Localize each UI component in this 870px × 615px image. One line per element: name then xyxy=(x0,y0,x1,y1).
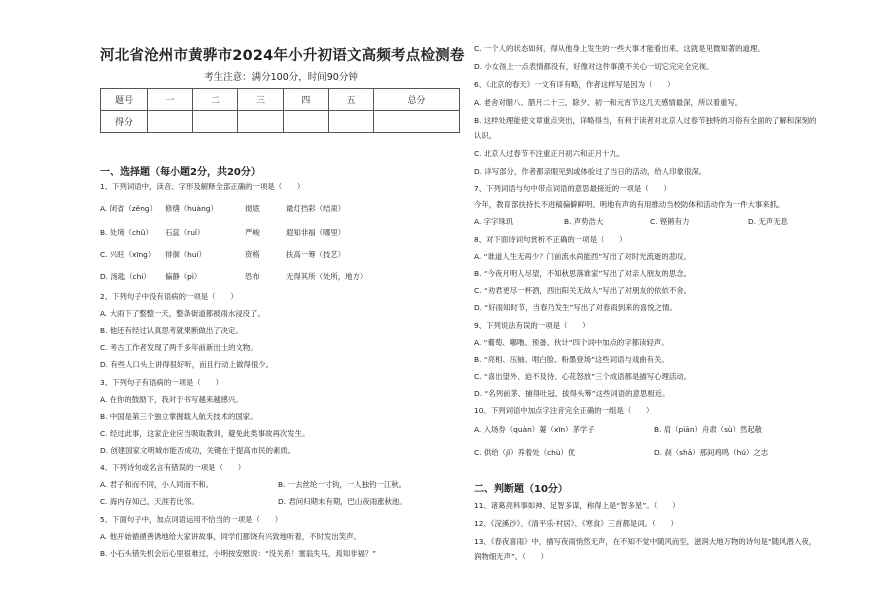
score-cell: 五 xyxy=(328,89,373,111)
question-7-options xyxy=(474,217,788,227)
option-text: 遐知非福（哪里） xyxy=(286,228,346,237)
question-13-cont: 润物细无声”。（ ） xyxy=(474,552,549,561)
question-10: 10、下列词语中加点字注音完全正确的一组是（ ） xyxy=(474,406,654,415)
question-3-option-b: B. 中国是第三个独立掌握载人航天技术的国家。 xyxy=(100,412,258,421)
section-heading-choice: 一、选择题（每小题2分，共20分） xyxy=(100,167,261,178)
page-title: 河北省沧州市黄骅市2024年小升初语文高频考点检测卷 xyxy=(100,48,465,64)
question-1: 1、下列词语中，读音、字形及解释全部正确的一项是（ ） xyxy=(100,182,305,191)
question-6-option-b-cont: 认识。 xyxy=(474,131,497,140)
option-text: 修缮（huàng） xyxy=(165,204,218,213)
option-text: 扶高一筹（技艺） xyxy=(286,250,346,259)
option-text: 偏静（pì） xyxy=(165,272,202,281)
option-text: 资格 xyxy=(245,250,260,259)
question-5: 5、下面句子中，加点词语运用不恰当的一项是（ ） xyxy=(100,515,283,524)
question-6-option-c: C. 北京人过春节不注重正月初六和正月十九。 xyxy=(474,149,625,158)
question-11: 11、诸葛亮料事如神、足智多谋，称得上是“智多星”。（ ） xyxy=(474,501,680,510)
question-4-options-cd xyxy=(100,497,407,507)
option-text: 彻底 xyxy=(245,204,260,213)
option-text: D. 刹（shā）那间鸡鸣（hú）之志 xyxy=(654,448,769,457)
score-cell: 题号 xyxy=(101,89,148,111)
question-6: 6、《北京的春天》一文有详有略，作者这样写是因为（ ） xyxy=(474,80,675,89)
score-input-cell[interactable] xyxy=(283,111,328,133)
score-table xyxy=(100,88,460,133)
option-text: D. 无声无息 xyxy=(748,217,788,226)
question-12: 12、《浣溪沙》、《清平乐·村居》、《寒食》三首都是词。（ ） xyxy=(474,519,678,528)
question-1-option-a xyxy=(100,204,345,214)
question-9: 9、下列说法有误的一项是（ ） xyxy=(474,321,590,330)
question-9-option-a: A. “葡萄、嘟噜、预备、伙计”四个词中加点的字都读轻声。 xyxy=(474,338,669,347)
option-text: B. 声势浩大 xyxy=(564,217,604,226)
question-1-option-c xyxy=(100,250,345,260)
question-5-option-b: B. 小石头错失机会后心里很难过，小明按安慰说：“没关系！塞翁失马，焉知非福？” xyxy=(100,549,377,558)
option-text: A. 君子和而不同，小人同而不和。 xyxy=(100,480,214,489)
score-input-cell[interactable] xyxy=(238,111,283,133)
score-cell: 三 xyxy=(238,89,283,111)
question-10-options-ab xyxy=(474,425,762,435)
question-13: 13、《春夜喜雨》中，描写夜雨悄然无声，在不知不觉中随风而至，滋润大地万物的诗句是“随风潜入夜， xyxy=(474,537,817,546)
question-5-option-d: D. 小女孩上一点表情都没有，好像对这件事漠不关心一切它完完全完视。 xyxy=(474,62,714,71)
question-3: 3、下列句子有语病的一项是（ ） xyxy=(100,378,223,387)
question-10-options-cd xyxy=(474,448,768,458)
score-cell: 得分 xyxy=(101,111,148,133)
score-cell: 二 xyxy=(193,89,238,111)
option-text: B. 肩（piān）舟肃（sù）然起敬 xyxy=(654,425,763,434)
score-cell: 一 xyxy=(148,89,193,111)
option-text: C. 供给（jǐ）养着处（chù）优 xyxy=(474,448,576,457)
section-heading-judgement: 二、判断题（10分） xyxy=(474,484,568,495)
score-cell: 四 xyxy=(283,89,328,111)
question-7: 7、下列词语与句中带点词语的意思最接近的一项是（ ） xyxy=(474,184,671,193)
question-1-option-d xyxy=(100,272,367,282)
exam-note: 考生注意：满分100分，时间90分钟 xyxy=(204,72,358,83)
question-2: 2、下列句子中没有语病的一项是（ ） xyxy=(100,292,238,301)
score-input-cell[interactable] xyxy=(148,111,193,133)
option-text: D. 君问归期未有期，巴山夜雨涨秋池。 xyxy=(278,497,407,506)
question-8: 8、对下面诗词句赏析不正确的一项是（ ） xyxy=(474,235,627,244)
question-8-option-c: C. “劝君更尽一杯酒，西出阳关无故人”写出了对朋友的依依不舍。 xyxy=(474,286,692,295)
question-4: 4、下列诗句或名言有错误的一项是（ ） xyxy=(100,463,246,472)
question-6-option-a: A. 老舍对腊八、腊月二十三、除夕、初一和元宵节这几天感情最深，所以着重写。 xyxy=(474,98,743,107)
question-9-option-b: B. “亮相、压轴、唱白脸、粉墨登场”这些词语与戏曲有关。 xyxy=(474,355,669,364)
option-text: A. 闭省（zěng） xyxy=(100,204,157,213)
question-2-option-c: C. 考古工作者发现了两千多年前新出土的文物。 xyxy=(100,343,258,352)
question-8-option-d: D. “好雨知时节，当春乃发生”写出了对春雨到来的喜悦之情。 xyxy=(474,303,677,312)
option-text: 最灯挡彩（结束） xyxy=(286,204,346,213)
option-text: C. 铿锵有力 xyxy=(650,217,690,226)
option-text: A. 入场券（quàn）萋（xīn）茅学子 xyxy=(474,425,595,434)
option-text: 无得其所（处所，地方） xyxy=(286,272,368,281)
question-8-option-a: A. “谁道人生无再少？门前流水尚能西”写出了对时光流逝的悲叹。 xyxy=(474,252,691,261)
option-text: B. 处境（chǔ） xyxy=(100,228,153,237)
question-3-option-d: D. 创建国家文明城市能否成功，关键在于提高市民的素质。 xyxy=(100,446,296,455)
question-2-option-d: D. 有些人口头上讲得很好听，而且行动上做得很少。 xyxy=(100,360,273,369)
score-input-cell[interactable] xyxy=(374,111,460,133)
option-text: B. 一去丝纶一寸钩，一人独钓一江秋。 xyxy=(278,480,407,489)
option-text: 恐布 xyxy=(245,272,260,281)
option-text: D. 汤匙（chí） xyxy=(100,272,151,281)
option-text: C. 兴旺（xīng） xyxy=(100,250,156,259)
option-text: 石蕊（ruǐ） xyxy=(165,228,205,237)
question-3-option-a: A. 在你的鼓励下，我对于书写越来越感兴。 xyxy=(100,395,243,404)
question-9-option-d: D. “名列前茅、捕得吐冠、拔得头筹”这些词语的意思相近。 xyxy=(474,389,670,398)
option-text: C. 海内存知己，天涯若比邻。 xyxy=(100,497,199,506)
question-2-option-b: B. 他还有经过认真思考就果断做出了决定。 xyxy=(100,326,243,335)
score-table-value-row xyxy=(101,111,460,133)
score-cell: 总分 xyxy=(374,89,460,111)
question-4-options-ab xyxy=(100,480,406,490)
question-6-option-d: D. 详写部分，作者都亲眼见到或体验过了当日的活动，给人印象很深。 xyxy=(474,167,707,176)
question-8-option-b: B. “今夜月明人尽望，不知秋思落谁家”写出了对亲人朋友的思念。 xyxy=(474,269,691,278)
question-2-option-a: A. 大雨下了整整一天，整条街道都被雨水浸没了。 xyxy=(100,309,265,318)
score-input-cell[interactable] xyxy=(328,111,373,133)
question-1-option-b xyxy=(100,228,345,238)
question-5-option-c: C. 一个人的状态如何，得从他身上发生的一些大事才能看出来，这就是见微知著的道理。 xyxy=(474,44,765,53)
question-5-option-a: A. 他开始循循善诱地给大家讲故事，同学们都饶有兴致地听着，不时发出笑声。 xyxy=(100,532,361,541)
question-3-option-c: C. 经过此事，这家企业应当吸取教训，避免此类事故再次发生。 xyxy=(100,429,310,438)
question-6-option-b: B. 这样处理能使文章重点突出，详略得当，有利于读者对北京人过春节独特的习俗有全面的了解和深刻的 xyxy=(474,116,817,125)
option-text: A. 字字珠玑 xyxy=(474,217,514,226)
score-input-cell[interactable] xyxy=(193,111,238,133)
option-text: 严峻 xyxy=(245,228,260,237)
question-7-text: 今年，教育部扶持长不进稿偏僻鲜明、明地有声的有用推动当校防体和活动作为一件大事来抓。 xyxy=(474,200,785,209)
score-table-header-row xyxy=(101,89,460,111)
option-text: 徘徊（huí） xyxy=(165,250,206,259)
question-9-option-c: C. “喜出望外、迫不及待、心花怒放”三个成语都是描写心理活动。 xyxy=(474,372,692,381)
